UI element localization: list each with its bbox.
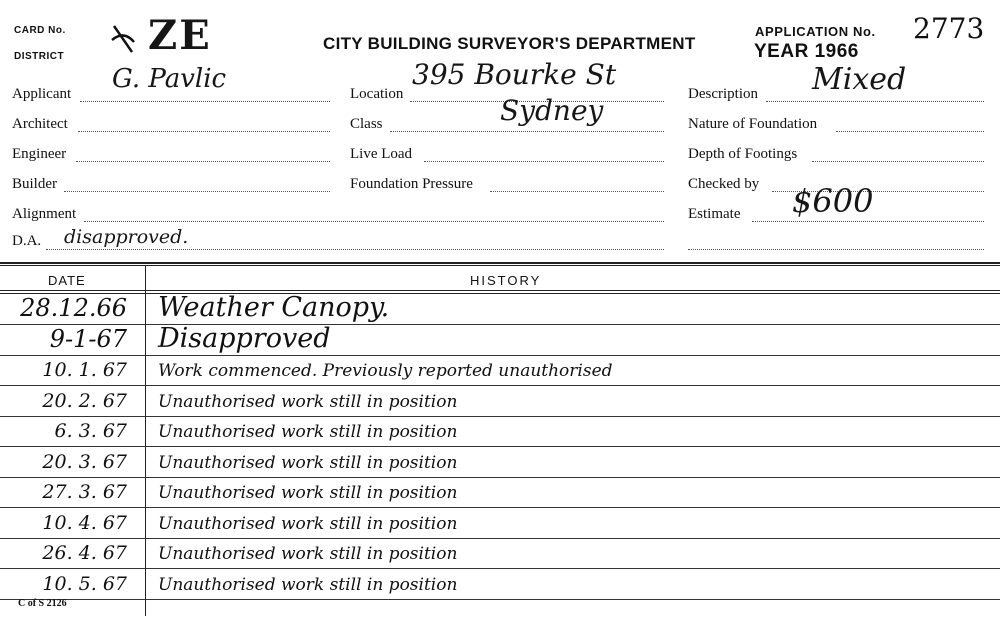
history-entry-date: 20. 2. 67 [42,389,127,412]
struck-out-mark [110,22,132,52]
history-entry-text: Unauthorised work still in position [158,574,458,595]
history-top-rule-double [0,265,1000,266]
engineer-line [76,161,330,162]
history-column-header: HISTORY [470,273,542,288]
foundation-pressure-label: Foundation Pressure [350,176,473,192]
history-entry-date: 6. 3. 67 [54,420,127,442]
description-line [766,101,984,102]
history-row-rule [0,538,1000,539]
da-label: D.A. [12,233,42,249]
history-entry-date: 20. 3. 67 [42,450,127,473]
estimate-value: $600 [792,182,874,220]
history-row-rule [0,599,1000,600]
alignment-line [84,221,664,222]
history-top-rule [0,262,1000,264]
history-entry-date: 10. 4. 67 [42,511,127,534]
live-load-label: Live Load [350,146,413,162]
history-entry-date: 9-1-67 [49,324,127,353]
card-no-label: CARD No. [14,25,66,36]
history-entry-text: Work commenced. Previously reported unauthorised [158,361,613,381]
architect-label: Architect [12,116,68,132]
estimate-label: Estimate [688,206,741,222]
checked-by-label: Checked by [688,176,760,192]
history-row-rule [0,507,1000,508]
da-value: disapproved. [64,226,189,248]
description-value: Mixed [812,62,907,97]
foundation-pressure-line [490,191,664,192]
history-entry-text: Disapproved [158,322,331,354]
history-entry-text: Unauthorised work still in position [158,422,458,442]
history-entry-text: Unauthorised work still in position [158,544,458,564]
header-underline [0,290,1000,291]
history-row-rule [0,446,1000,447]
date-column-header: DATE [48,273,86,288]
blank-line-right [688,249,984,250]
date-column-divider [145,266,146,616]
district-value: ZE [148,12,212,59]
form-code: C of S 2126 [18,598,67,609]
history-row-rule [0,477,1000,478]
history-entry-text: Unauthorised work still in position [158,452,458,473]
da-line [46,249,664,250]
history-row-rule [0,416,1000,417]
applicant-label: Applicant [12,86,72,102]
history-row-rule [0,568,1000,569]
estimate-line [752,221,984,222]
history-entry-date: 10. 1. 67 [42,359,127,381]
applicant-value: G. Pavlic [112,64,227,94]
history-row-rule [0,324,1000,325]
live-load-line [424,161,664,162]
history-entry-date: 10. 5. 67 [42,572,127,595]
district-label: DISTRICT [14,51,65,62]
nature-of-foundation-line [836,131,984,132]
history-entry-text: Unauthorised work still in position [158,391,458,412]
history-entry-text: Unauthorised work still in position [158,513,458,534]
depth-of-footings-line [812,161,984,162]
department-title: CITY BUILDING SURVEYOR'S DEPARTMENT [323,34,696,53]
history-entry-text: Weather Canopy. [158,292,390,323]
location-value-street: 395 Bourke St [412,58,617,91]
depth-of-footings-label: Depth of Footings [688,146,798,162]
location-label: Location [350,86,404,102]
header-underline-double [0,293,1000,294]
nature-of-foundation-label: Nature of Foundation [688,116,818,132]
description-label: Description [688,86,758,102]
application-no-value: 2773 [913,12,985,45]
application-no-label: APPLICATION No. [755,24,876,39]
location-value-city: Sydney [500,94,604,127]
history-entry-date: 27. 3. 67 [42,481,127,503]
year-label: YEAR 1966 [754,41,859,62]
builder-line [64,191,330,192]
class-line [390,131,664,132]
applicant-line [80,101,330,102]
alignment-label: Alignment [12,206,77,222]
architect-line [78,131,330,132]
class-label: Class [350,116,383,132]
history-row-rule [0,385,1000,386]
history-entry-date: 28.12.66 [20,294,127,322]
history-entry-text: Unauthorised work still in position [158,483,458,503]
engineer-label: Engineer [12,146,67,162]
builder-label: Builder [12,176,57,192]
history-row-rule [0,355,1000,356]
history-entry-date: 26. 4. 67 [42,542,127,564]
